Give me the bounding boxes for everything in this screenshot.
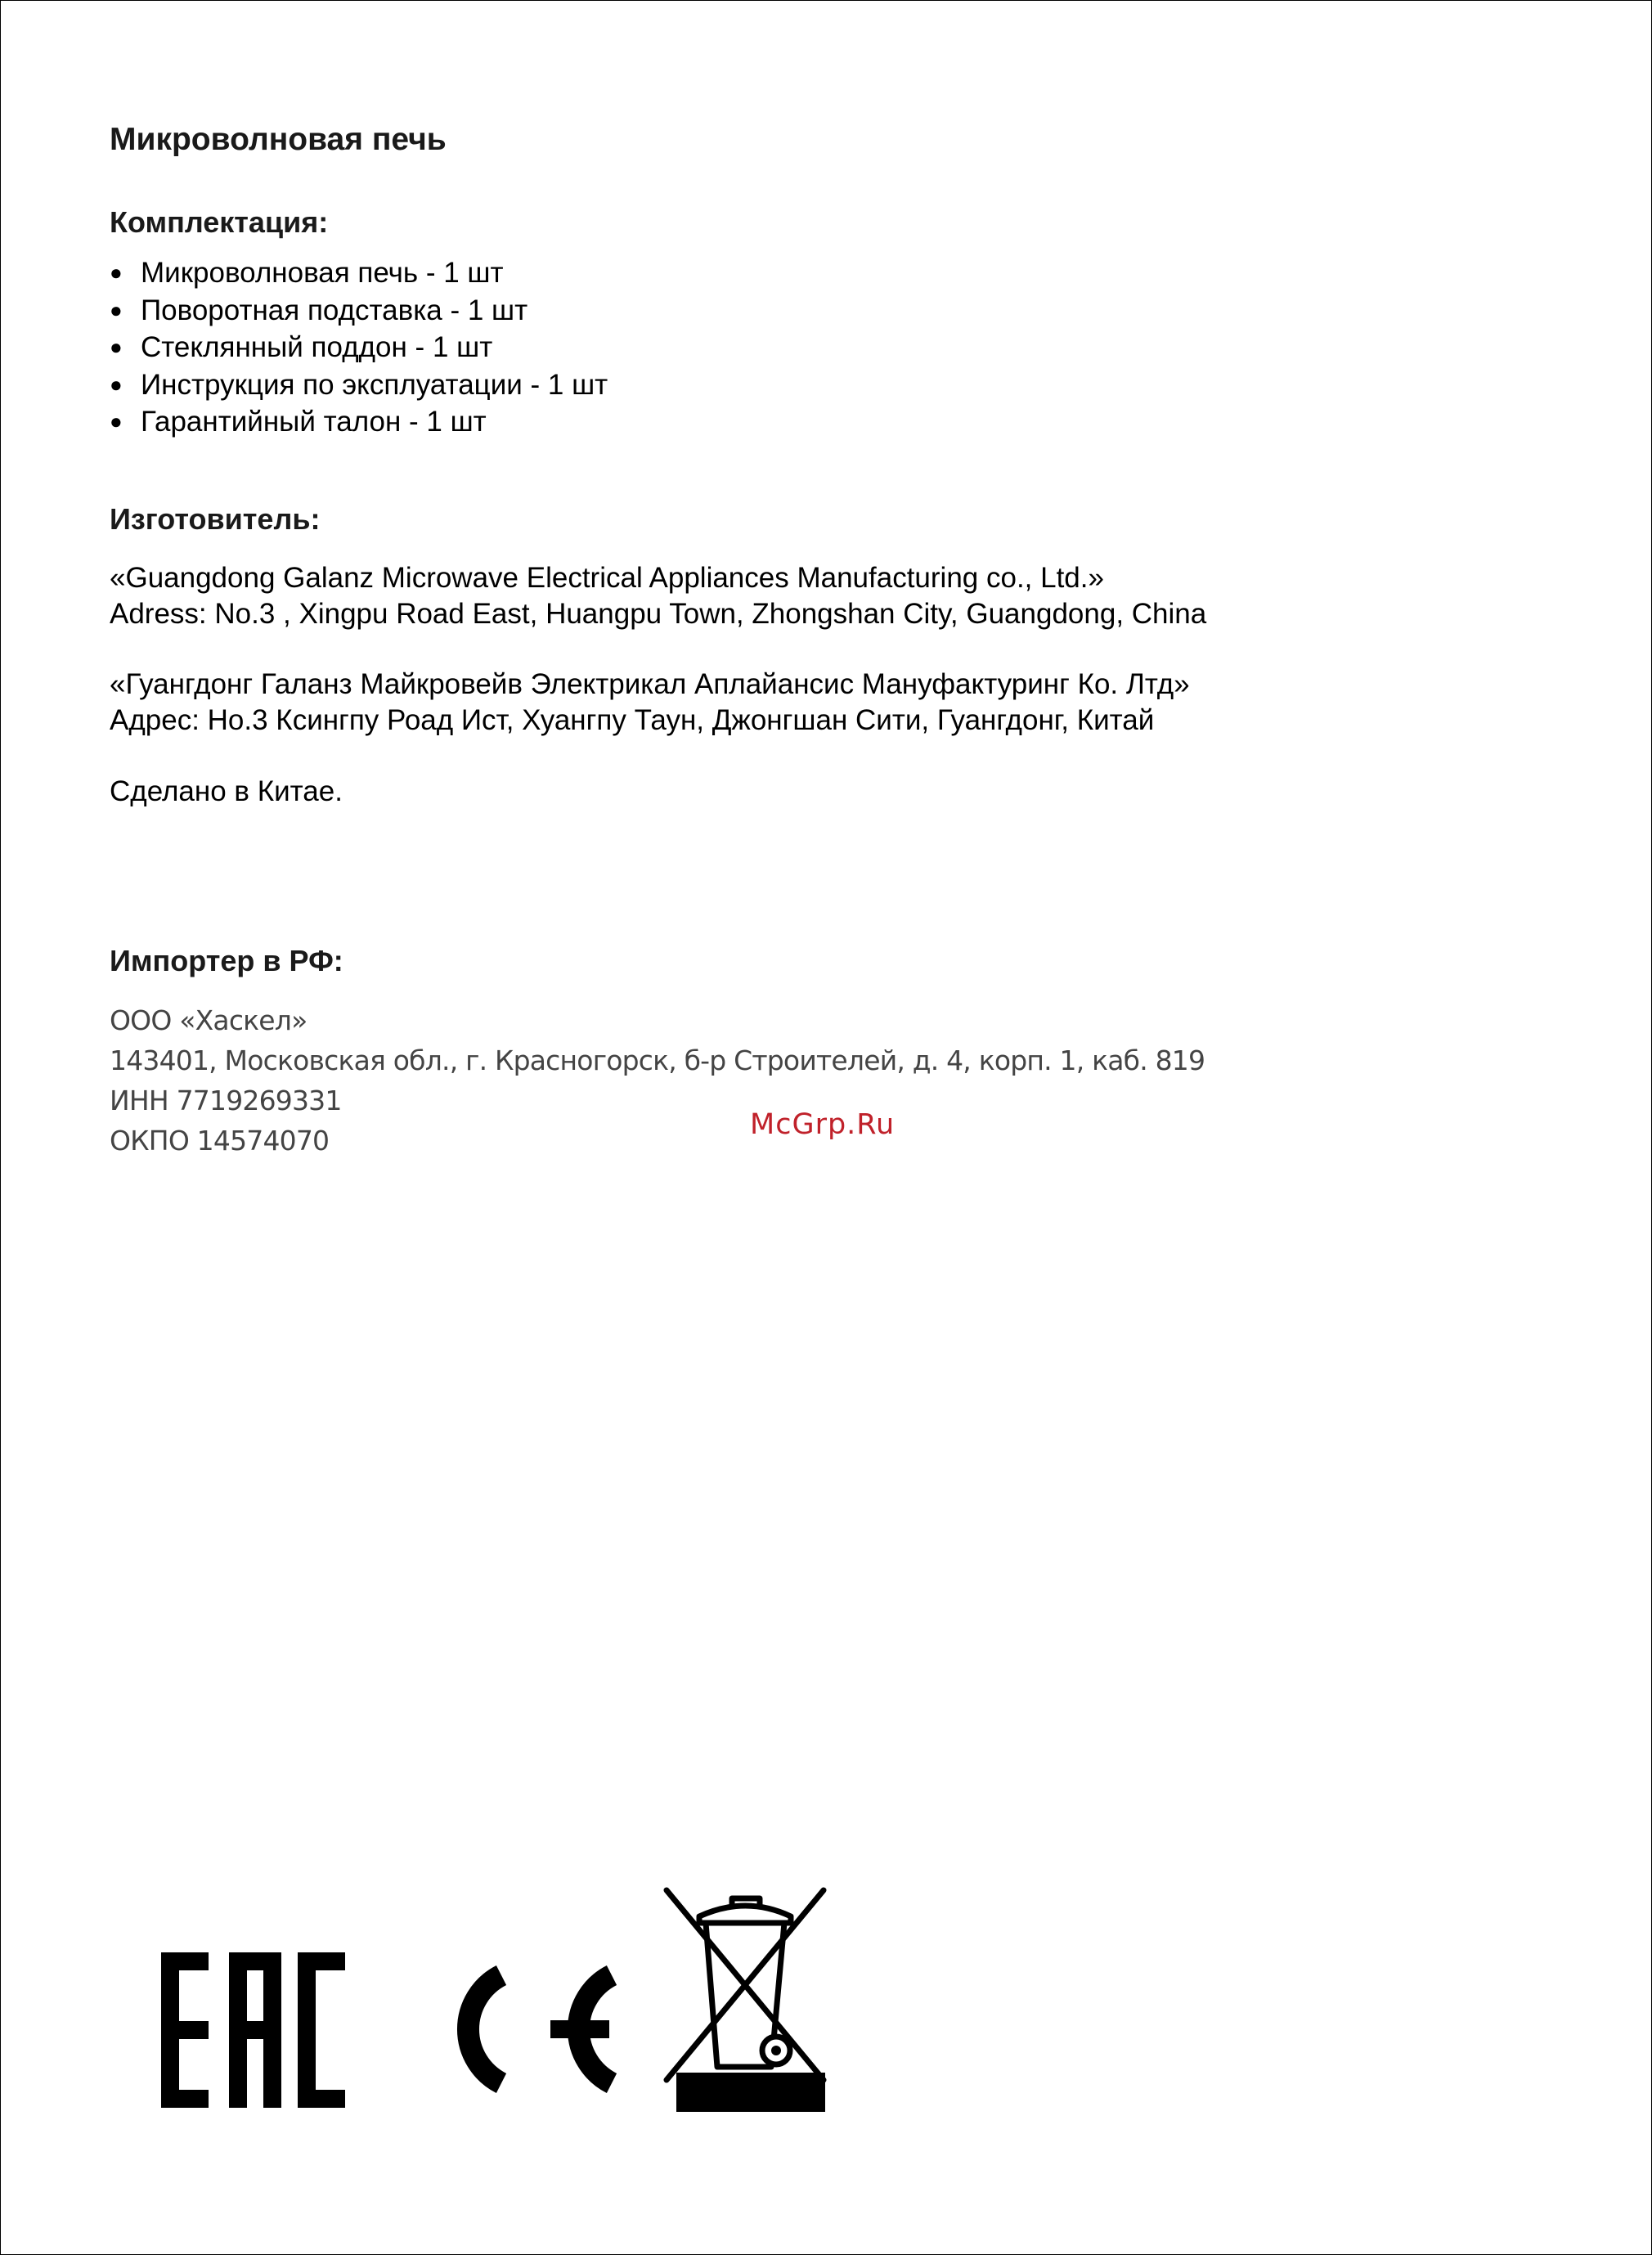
package-heading: Комплектация: [110,205,329,239]
eac-mark-icon [161,1952,345,2108]
bullet-icon: ● [110,335,123,359]
bullet-icon: ● [110,371,123,397]
importer-address: 143401, Московская обл., г. Красногорск, б-р Строителей, д. 4, корп. 1, каб. 819 [110,1044,1205,1076]
list-item: ● Стеклянный поддон - 1 шт [110,329,608,366]
importer-company: ООО «Хаскел» [110,1004,308,1036]
list-item: ● Гарантийный талон - 1 шт [110,403,608,441]
manufacturer-name-ru: «Гуангдонг Галанз Майкровейв Электрикал Аплайансис Мануфактуринг Ко. Лтд» [110,668,1190,700]
list-item: ● Микроволновая печь - 1 шт [110,254,608,292]
page-title: Микроволновая печь [110,122,447,157]
bullet-icon: ● [110,409,123,433]
ce-mark-icon [415,1957,623,2101]
country-of-origin: Сделано в Китае. [110,775,343,807]
importer-heading: Импортер в РФ: [110,944,343,977]
watermark-link[interactable]: McGrp.Ru [750,1108,896,1141]
list-item: ● Поворотная подставка - 1 шт [110,292,608,330]
manufacturer-name-en: «Guangdong Galanz Microwave Electrical Appliances Manufacturing co., Ltd.» [110,562,1104,594]
importer-inn: ИНН 7719269331 [110,1085,342,1116]
weee-bin-icon [660,1887,832,2124]
manufacturer-address-ru: Адрес: Но.3 Ксингпу Роад Ист, Хуангпу Таун, Джонгшан Сити, Гуангдонг, Китай [110,704,1155,736]
manufacturer-address-en: Adress: No.3 , Xingpu Road East, Huangpu Town, Zhongshan City, Guangdong, China [110,598,1207,630]
bullet-icon: ● [110,297,123,322]
list-item: ● Инструкция по эксплуатации - 1 шт [110,366,608,404]
manufacturer-heading: Изготовитель: [110,502,321,536]
importer-okpo: ОКПО 14574070 [110,1125,330,1157]
package-list [110,254,608,441]
bullet-icon: ● [110,260,123,285]
